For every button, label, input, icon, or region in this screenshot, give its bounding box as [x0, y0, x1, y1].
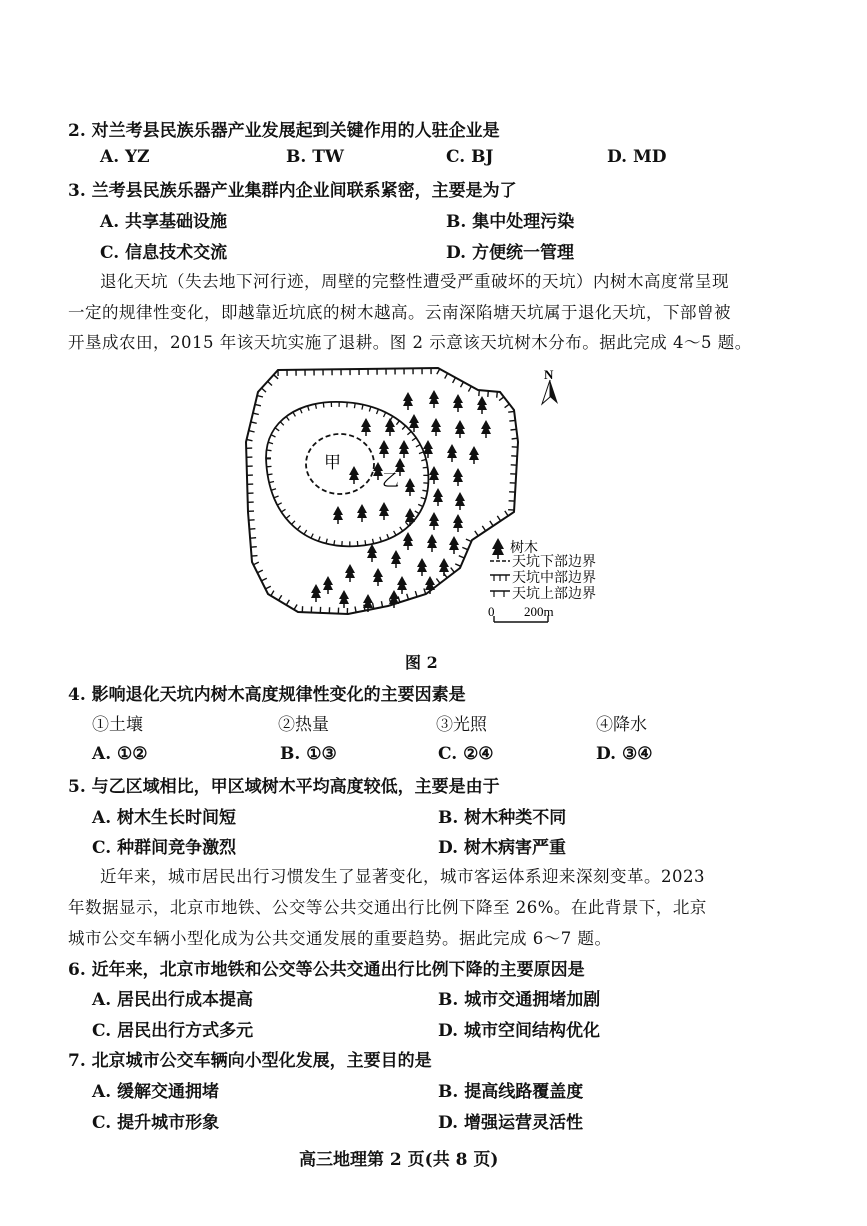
tree-icon: [367, 544, 377, 562]
tree-markers: [311, 390, 491, 612]
page-footer: 高三地理第 2 页(共 8 页): [299, 1150, 499, 1170]
question-7-option-b: B. 提高线路覆盖度: [438, 1082, 584, 1102]
passage-1-line-3: 开垦成农田，2015 年该天坑实施了退耕。图 2 示意该天坑树木分布。据此完成 4～5 题。: [68, 333, 752, 352]
north-arrow-icon: [542, 380, 558, 404]
question-6-stem: 6. 近年来，北京市地铁和公交等公共交通出行比例下降的主要原因是: [68, 960, 585, 980]
scale-label: 200m: [524, 604, 554, 619]
passage-1-line-1: 退化天坑（失去地下河行迹，周壁的完整性遭受严重破坏的天坑）内树木高度常呈现: [100, 272, 729, 291]
tree-icon: [361, 418, 371, 436]
tree-icon: [349, 466, 359, 484]
question-5-stem: 5. 与乙区域相比，甲区域树木平均高度较低，主要是由于: [68, 777, 500, 797]
tree-icon: [333, 506, 343, 524]
figure-caption: 图 2: [405, 653, 438, 672]
tree-icon: [447, 444, 457, 462]
question-4-option-c: C. ②④: [438, 744, 494, 764]
tree-icon: [403, 392, 413, 410]
tree-icon: [385, 418, 395, 436]
north-label: N: [544, 367, 554, 382]
question-2-option-b: B. TW: [286, 147, 344, 167]
tree-icon: [405, 478, 415, 496]
question-5-option-d: D. 树木病害严重: [438, 838, 566, 858]
question-4-option-a: A. ①②: [92, 744, 148, 764]
tree-icon: [453, 514, 463, 532]
question-3-option-a: A. 共享基础设施: [100, 212, 228, 232]
legend-lower: 天坑下部边界: [512, 555, 596, 570]
question-2-option-a: A. YZ: [100, 147, 150, 167]
question-4-factor-2: ②热量: [278, 715, 329, 735]
tree-icon: [339, 590, 349, 608]
tree-icon: [373, 568, 383, 586]
tree-icon: [469, 446, 479, 464]
question-4-option-b: B. ①③: [280, 744, 337, 764]
tree-icon: [477, 396, 487, 414]
tree-icon: [403, 532, 413, 550]
scale-zero: 0: [488, 604, 495, 619]
tree-icon: [429, 512, 439, 530]
question-3-option-c: C. 信息技术交流: [100, 243, 228, 263]
passage-1-line-2: 一定的规律性变化，即越靠近坑底的树木越高。云南深陷塘天坑属于退化天坑，下部曾被: [68, 303, 731, 322]
tree-icon: [379, 440, 389, 458]
passage-2-line-3: 城市公交车辆小型化成为公共交通发展的重要趋势。据此完成 6～7 题。: [68, 929, 612, 948]
tree-icon: [391, 550, 401, 568]
legend-middle-icon: [490, 575, 510, 581]
tree-icon: [481, 420, 491, 438]
label-jia: 甲: [324, 453, 341, 472]
legend-middle: 天坑中部边界: [512, 571, 596, 586]
question-3-option-b: B. 集中处理污染: [446, 212, 575, 232]
tree-icon: [439, 558, 449, 576]
question-2-option-c: C. BJ: [446, 147, 494, 167]
question-4-option-d: D. ③④: [596, 744, 653, 764]
question-6-option-c: C. 居民出行方式多元: [92, 1021, 254, 1041]
sinkhole-tree-map: [238, 362, 618, 652]
middle-boundary: [266, 402, 428, 546]
tree-icon: [427, 534, 437, 552]
tree-icon: [429, 466, 439, 484]
question-7-option-a: A. 缓解交通拥堵: [92, 1082, 220, 1102]
passage-2-line-2: 年数据显示，北京市地铁、公交等公共交通出行比例下降至 26%。在此背景下，北京: [68, 898, 707, 917]
tree-icon: [345, 564, 355, 582]
tree-icon: [357, 504, 367, 522]
tree-icon: [455, 492, 465, 510]
tree-icon: [425, 576, 435, 594]
tree-icon: [397, 576, 407, 594]
question-3-option-d: D. 方便统一管理: [446, 243, 574, 263]
question-6-option-b: B. 城市交通拥堵加剧: [438, 990, 601, 1010]
question-5-option-a: A. 树木生长时间短: [92, 808, 237, 828]
tree-icon: [399, 440, 409, 458]
tree-icon: [433, 488, 443, 506]
tree-icon: [323, 576, 333, 594]
question-7-option-d: D. 增强运营灵活性: [438, 1113, 583, 1133]
question-6-option-a: A. 居民出行成本提高: [92, 990, 254, 1010]
question-5-option-b: B. 树木种类不同: [438, 808, 567, 828]
question-4-stem: 4. 影响退化天坑内树木高度规律性变化的主要因素是: [68, 685, 466, 705]
tree-icon: [379, 502, 389, 520]
tree-icon: [429, 390, 439, 408]
question-2-option-d: D. MD: [607, 147, 667, 167]
tree-icon: [311, 584, 321, 602]
legend-tree-icon: [492, 538, 504, 559]
tree-icon: [453, 394, 463, 412]
legend-tree: 树木: [510, 541, 538, 556]
tree-icon: [417, 558, 427, 576]
question-7-stem: 7. 北京城市公交车辆向小型化发展，主要目的是: [68, 1051, 432, 1071]
tree-icon: [453, 468, 463, 486]
passage-2-line-1: 近年来，城市居民出行习惯发生了显著变化，城市客运体系迎来深刻变革。2023: [100, 867, 705, 886]
tree-icon: [455, 420, 465, 438]
question-7-option-c: C. 提升城市形象: [92, 1113, 220, 1133]
question-6-option-d: D. 城市空间结构优化: [438, 1021, 600, 1041]
legend-upper-icon: [490, 591, 510, 597]
question-3-stem: 3. 兰考县民族乐器产业集群内企业间联系紧密，主要是为了: [68, 181, 517, 201]
label-yi: 乙: [382, 471, 399, 490]
question-4-factor-3: ③光照: [436, 715, 487, 735]
tree-icon: [449, 536, 459, 554]
question-4-factor-4: ④降水: [596, 715, 647, 735]
tree-icon: [431, 418, 441, 436]
question-5-option-c: C. 种群间竞争激烈: [92, 838, 237, 858]
legend-upper: 天坑上部边界: [512, 587, 596, 602]
question-4-factor-1: ①土壤: [92, 715, 143, 735]
question-2-stem: 2. 对兰考县民族乐器产业发展起到关键作用的人驻企业是: [68, 121, 500, 141]
